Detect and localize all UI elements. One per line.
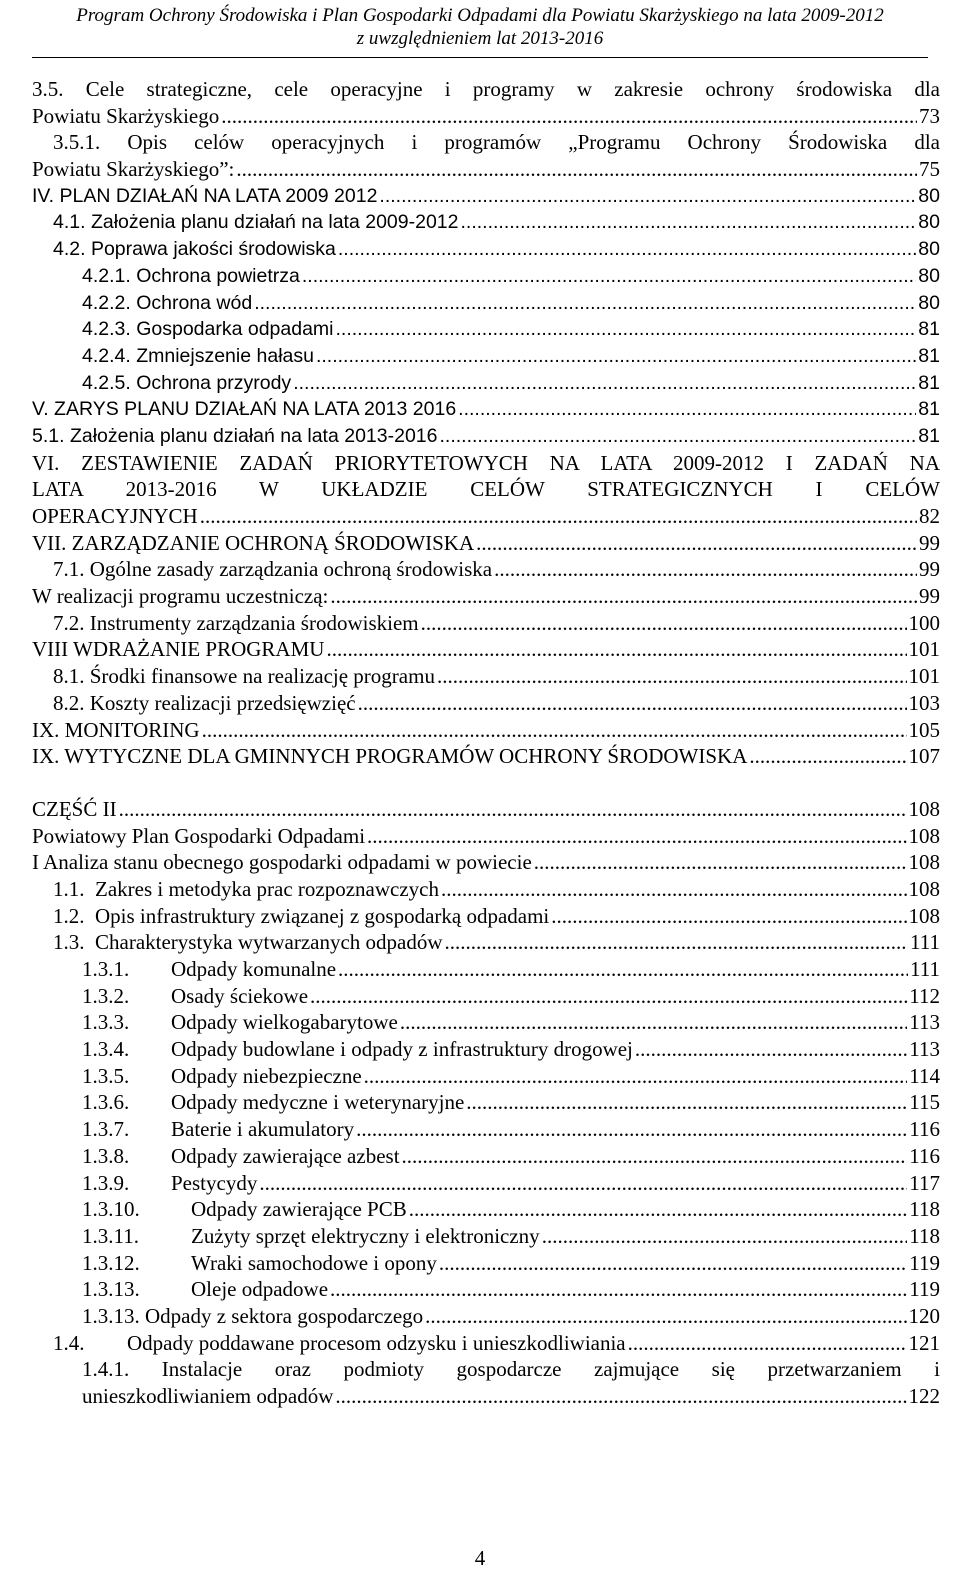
toc-entry-title: Powiatu Skarżyskiego (32, 103, 220, 128)
toc-leader-dots (441, 876, 907, 903)
toc-leader-dots (494, 556, 917, 583)
toc-page-number: 81 (918, 318, 940, 341)
toc-entry-1-3-5[interactable] (32, 1063, 940, 1090)
toc-page-number: 114 (909, 1063, 940, 1088)
toc-entry-4-1[interactable] (32, 209, 940, 236)
toc-entry-1-3-8[interactable] (32, 1143, 940, 1170)
toc-entry-number: 1.3. (53, 930, 85, 955)
toc-page-number: 108 (908, 850, 940, 875)
toc-leader-dots (316, 343, 916, 370)
toc-page-number: 99 (919, 557, 940, 582)
toc-leader-dots (445, 929, 909, 956)
toc-entry-3-5-1[interactable] (32, 156, 940, 183)
toc-page-number: 108 (908, 823, 940, 848)
toc-page-number: 81 (918, 424, 940, 447)
toc-entry-title: 1.2. Opis infrastruktury związanej z gospodarką odpadami (53, 903, 550, 928)
toc-leader-dots (421, 610, 907, 637)
toc-entry-1-3[interactable] (32, 929, 940, 956)
toc-leader-dots (221, 103, 917, 130)
toc-leader-dots (330, 1276, 907, 1303)
toc-leader-dots (628, 1330, 907, 1357)
toc-leader-dots (293, 370, 916, 397)
toc-entry-title: Powiatu Skarżyskiego”: (32, 157, 235, 182)
toc-entry-title: 1.3.9. Pestycydy (82, 1170, 258, 1195)
toc-entry-title: 1.3.13. Odpady z sektora gospodarczego (82, 1303, 424, 1328)
toc-entry-title: 4.2.2. Ochrona wód (82, 291, 253, 314)
toc-page-number: 111 (910, 957, 940, 981)
toc-entry-1-3-13-oleje[interactable] (32, 1276, 940, 1303)
toc-entry-title: Powiatowy Plan Gospodarki Odpadami (32, 823, 366, 848)
toc-page-number: 80 (918, 291, 940, 314)
toc-entry-title: 1.3.12. Wraki samochodowe i opony (82, 1250, 437, 1275)
toc-entry-1-3-12[interactable] (32, 1250, 940, 1277)
toc-entry-VII[interactable] (32, 530, 940, 557)
toc-page-number: 107 (908, 744, 940, 769)
toc-page-number: 82 (919, 504, 940, 528)
toc-leader-dots (476, 530, 917, 557)
toc-page-number: 100 (908, 610, 940, 635)
toc-entry-IV[interactable] (32, 183, 940, 210)
toc-entry-VI-line2[interactable]: LATA 2013-2016 W UKŁADZIE CELÓW STRATEGICZNYCH I CELÓW (32, 477, 940, 502)
toc-entry-1-3-10[interactable] (32, 1196, 940, 1223)
toc-entry-IX-wytyczne[interactable] (32, 743, 940, 770)
toc-entry-4-2-5[interactable] (32, 370, 940, 397)
toc-leader-dots (409, 1196, 908, 1223)
toc-leader-dots (202, 717, 907, 744)
toc-entry-4-2-2[interactable] (32, 290, 940, 317)
toc-leader-dots (400, 1009, 907, 1036)
toc-entry-title: IX. WYTYCZNE DLA GMINNYCH PROGRAMÓW OCHRONY ŚRODOWISKA (32, 744, 748, 769)
toc-leader-dots (302, 263, 916, 290)
toc-page-number: 108 (908, 903, 940, 928)
toc-page-number: 113 (909, 1037, 940, 1062)
toc-leader-dots (326, 636, 906, 663)
section-gap (32, 770, 940, 796)
toc-leader-dots (425, 1303, 906, 1330)
toc-entry-1-4[interactable] (32, 1330, 940, 1357)
toc-entry-3-5[interactable] (32, 103, 940, 130)
toc-entry-1-1[interactable] (32, 876, 940, 903)
toc-entry-title: 7.1. Ogólne zasady zarządzania ochroną środowiska (53, 557, 493, 582)
toc-entry-8-2[interactable] (32, 690, 940, 717)
toc-entry-title: 4.2.5. Ochrona przyrody (82, 371, 292, 394)
toc-entry-4-2[interactable] (32, 236, 940, 263)
toc-entry-w-realizacji[interactable] (32, 583, 940, 610)
toc-entry-title: W realizacji programu uczestniczą: (32, 584, 329, 609)
header-line-1: Program Ochrony Środowiska i Plan Gospodarki Odpadami dla Powiatu Skarżyskiego na lata 2009-2012 (76, 5, 884, 26)
toc-leader-dots (338, 236, 916, 263)
toc-entry-title: VIII WDRAŻANIE PROGRAMU (32, 637, 325, 662)
toc-entry-number: 1.3.9. (82, 1170, 130, 1195)
toc-leader-dots (439, 1250, 907, 1277)
toc-leader-dots (236, 156, 917, 183)
toc-entry-number: 1.3.7. (82, 1117, 130, 1142)
toc-leader-dots (254, 290, 916, 317)
toc-entry-1-4-1[interactable] (32, 1383, 940, 1410)
toc-leader-dots (364, 1063, 908, 1090)
toc-entry-title: IX. MONITORING (32, 717, 200, 742)
toc-page-number: 75 (919, 157, 940, 182)
toc-entry-5-1[interactable] (32, 423, 940, 450)
toc-entry-title: 1.3.11. Zużyty sprzęt elektryczny i elektroniczny (82, 1223, 540, 1248)
toc-entry-number: 1.3.11. (82, 1223, 139, 1248)
toc-page-number: 105 (908, 717, 940, 742)
header-rule (32, 57, 928, 58)
toc-leader-dots (119, 796, 907, 823)
header-line-2: z uwzględnieniem lat 2013-2016 (356, 28, 604, 49)
toc-entry-number: 1.3.10. (82, 1197, 140, 1222)
toc-entry-number: 1.3.5. (82, 1063, 130, 1088)
toc-entry-VI-line1[interactable]: VI. ZESTAWIENIE ZADAŃ PRIORYTETOWYCH NA LATA 2009-2012 I ZADAŃ NA (32, 450, 940, 475)
toc-entry-1-3-13-sektor[interactable] (32, 1303, 940, 1330)
page-number: 4 (474, 1546, 486, 1570)
toc-leader-dots (437, 663, 907, 690)
toc-page-number: 117 (909, 1170, 940, 1195)
toc-entry-title: 8.2. Koszty realizacji przedsięwzięć (53, 690, 356, 715)
toc-entry-I-analiza[interactable] (32, 849, 940, 876)
toc-entry-IX-monitoring[interactable] (32, 717, 940, 744)
toc-entry-title: unieszkodliwianiem odpadów (82, 1384, 334, 1408)
toc-entry-title: V. ZARYS PLANU DZIAŁAŃ NA LATA 2013 2016 (32, 398, 457, 421)
toc-leader-dots (635, 1036, 907, 1063)
toc-entry-title: 1.3. Charakterystyka wytwarzanych odpadów (53, 930, 443, 955)
toc-entry-number: 1.1. (53, 876, 85, 901)
toc-page-number: 101 (908, 664, 940, 689)
toc-entry-1-4-1-line1[interactable]: 1.4.1. Instalacje oraz podmioty gospodarcze zajmujące się przetwarzaniem i (82, 1357, 940, 1382)
toc-page-number: 118 (909, 1197, 940, 1222)
toc-entry-title: 5.1. Założenia planu działań na lata 2013-2016 (32, 424, 438, 447)
toc-entry-1-3-3[interactable] (32, 1009, 940, 1036)
toc-leader-dots (460, 209, 916, 236)
toc-page-number: 120 (908, 1303, 940, 1328)
toc-entry-VI[interactable] (32, 503, 940, 530)
toc-entry-title: 1.3.3. Odpady wielkogabarytowe (82, 1010, 398, 1035)
toc-leader-dots (402, 1143, 908, 1170)
toc-leader-dots (466, 1089, 907, 1116)
toc-leader-dots (749, 743, 906, 770)
toc-page-number: 80 (918, 184, 940, 207)
toc-entry-title: 1.3.6. Odpady medyczne i weterynaryjne (82, 1090, 465, 1115)
toc-entry-title: VII. ZARZĄDZANIE OCHRONĄ ŚRODOWISKA (32, 530, 475, 555)
toc-entry-1-3-2[interactable] (32, 983, 940, 1010)
toc-entry-4-2-4[interactable] (32, 343, 940, 370)
toc-entry-7-2[interactable] (32, 610, 940, 637)
toc-entry-1-3-6[interactable] (32, 1089, 940, 1116)
toc-entry-title: 1.3.5. Odpady niebezpieczne (82, 1063, 362, 1088)
toc-entry-VIII[interactable] (32, 636, 940, 663)
toc-page-number: 81 (918, 398, 940, 421)
toc-page-number: 99 (919, 530, 940, 555)
toc-entry-title: 1.4. Odpady poddawane procesom odzysku i unieszkodliwiania (53, 1330, 626, 1355)
toc-entry-title: 8.1. Środki finansowe na realizację programu (53, 664, 435, 689)
toc-entry-powiatowy-plan[interactable] (32, 823, 940, 850)
toc-entry-title: 1.3.7. Baterie i akumulatory (82, 1117, 355, 1142)
toc-entry-title: OPERACYJNYCH (32, 504, 198, 528)
toc-page-number: 122 (908, 1384, 940, 1408)
toc-page-number: 119 (909, 1250, 940, 1275)
toc-page-number: 108 (908, 796, 940, 821)
toc-page-number: 113 (909, 1010, 940, 1035)
toc-entry-title: 1.3.1. Odpady komunalne (82, 957, 337, 981)
toc-entry-czesc-II[interactable] (32, 796, 940, 823)
toc-entry-number: 1.3.13. (82, 1277, 140, 1302)
toc-entry-title: 4.2. Poprawa jakości środowiska (53, 238, 336, 261)
toc-entry-1-3-1[interactable] (32, 956, 940, 983)
toc-leader-dots (534, 849, 907, 876)
toc-leader-dots (338, 956, 908, 983)
toc-entry-title: 1.3.4. Odpady budowlane i odpady z infrastruktury drogowej (82, 1037, 633, 1062)
toc-entry-title: CZĘŚĆ II (32, 796, 117, 821)
toc-page-number: 73 (919, 103, 940, 128)
toc-entry-title: IV. PLAN DZIAŁAŃ NA LATA 2009 2012 (32, 184, 378, 207)
toc-leader-dots (259, 1170, 907, 1197)
toc-leader-dots (439, 423, 916, 450)
toc-page-number: 99 (919, 584, 940, 609)
toc-page-number: 119 (909, 1277, 940, 1302)
toc-entry-number: 1.2. (53, 903, 85, 928)
toc-entry-7-1[interactable] (32, 556, 940, 583)
toc-entry-title: I Analiza stanu obecnego gospodarki odpadami w powiecie (32, 850, 532, 875)
toc-page-number: 116 (909, 1117, 940, 1142)
table-of-contents (32, 76, 940, 1410)
toc-entry-1-2[interactable] (32, 903, 940, 930)
toc-entry-title: 4.1. Założenia planu działań na lata 2009-2012 (53, 211, 459, 234)
toc-entry-3-5-1-line1[interactable]: 3.5.1. Opis celów operacyjnych i programów „Programu Ochrony Środowiska dla (53, 130, 940, 155)
toc-leader-dots (551, 903, 906, 930)
toc-leader-dots (458, 396, 916, 423)
toc-leader-dots (310, 983, 907, 1010)
toc-leader-dots (542, 1223, 908, 1250)
toc-page-number: 81 (918, 344, 940, 367)
toc-leader-dots (379, 183, 916, 210)
toc-leader-dots (335, 1383, 906, 1410)
toc-page-number: 116 (909, 1143, 940, 1168)
toc-entry-title: 1.3.2. Osady ściekowe (82, 983, 309, 1008)
toc-entry-title: 1.1. Zakres i metodyka prac rozpoznawczych (53, 876, 439, 901)
toc-page-number: 121 (908, 1330, 940, 1355)
toc-entry-1-3-7[interactable] (32, 1116, 940, 1143)
toc-page-number: 103 (908, 690, 940, 715)
toc-page-number: 101 (908, 637, 940, 662)
toc-leader-dots (336, 316, 917, 343)
toc-entry-V[interactable] (32, 396, 940, 423)
toc-entry-title: 4.2.1. Ochrona powietrza (82, 264, 300, 287)
toc-leader-dots (356, 1116, 907, 1143)
toc-entry-number: 1.3.12. (82, 1250, 140, 1275)
toc-entry-number: 1.3.1. (82, 957, 130, 981)
toc-page-number: 81 (918, 371, 940, 394)
toc-entry-title: 7.2. Instrumenty zarządzania środowiskiem (53, 610, 419, 635)
toc-leader-dots (358, 690, 907, 717)
toc-page-number: 115 (909, 1090, 940, 1115)
toc-entry-title: 4.2.4. Zmniejszenie hałasu (82, 344, 314, 367)
toc-entry-3-5-line1[interactable]: 3.5. Cele strategiczne, cele operacyjne i programy w zakresie ochrony środowiska dla (32, 77, 940, 101)
toc-page-number: 111 (910, 930, 940, 955)
toc-entry-title: 4.2.3. Gospodarka odpadami (82, 318, 334, 341)
toc-entry-4-2-1[interactable] (32, 263, 940, 290)
toc-entry-number: 1.3.3. (82, 1010, 130, 1035)
toc-leader-dots (367, 823, 906, 850)
toc-leader-dots (200, 503, 917, 530)
toc-entry-number: 1.3.8. (82, 1143, 130, 1168)
toc-leader-dots (330, 583, 917, 610)
toc-entry-8-1[interactable] (32, 663, 940, 690)
toc-entry-1-3-9[interactable] (32, 1170, 940, 1197)
toc-entry-title: 1.3.13. Oleje odpadowe (82, 1277, 329, 1302)
toc-entry-1-3-11[interactable] (32, 1223, 940, 1250)
toc-entry-title: 1.3.10. Odpady zawierające PCB (82, 1197, 407, 1222)
running-header (0, 4, 960, 50)
toc-page-number: 112 (909, 983, 940, 1008)
toc-entry-4-2-3[interactable] (32, 316, 940, 343)
toc-entry-1-3-4[interactable] (32, 1036, 940, 1063)
toc-entry-number: 1.3.4. (82, 1037, 130, 1062)
toc-page-number: 118 (909, 1223, 940, 1248)
toc-page-number: 80 (918, 264, 940, 287)
toc-page-number: 108 (908, 876, 940, 901)
toc-entry-number: 1.4. (53, 1330, 85, 1355)
toc-page-number: 80 (918, 211, 940, 234)
toc-entry-number: 1.3.6. (82, 1090, 130, 1115)
toc-entry-number: 1.3.2. (82, 983, 130, 1008)
toc-page-number: 80 (918, 238, 940, 261)
toc-entry-title: 1.3.8. Odpady zawierające azbest (82, 1143, 400, 1168)
